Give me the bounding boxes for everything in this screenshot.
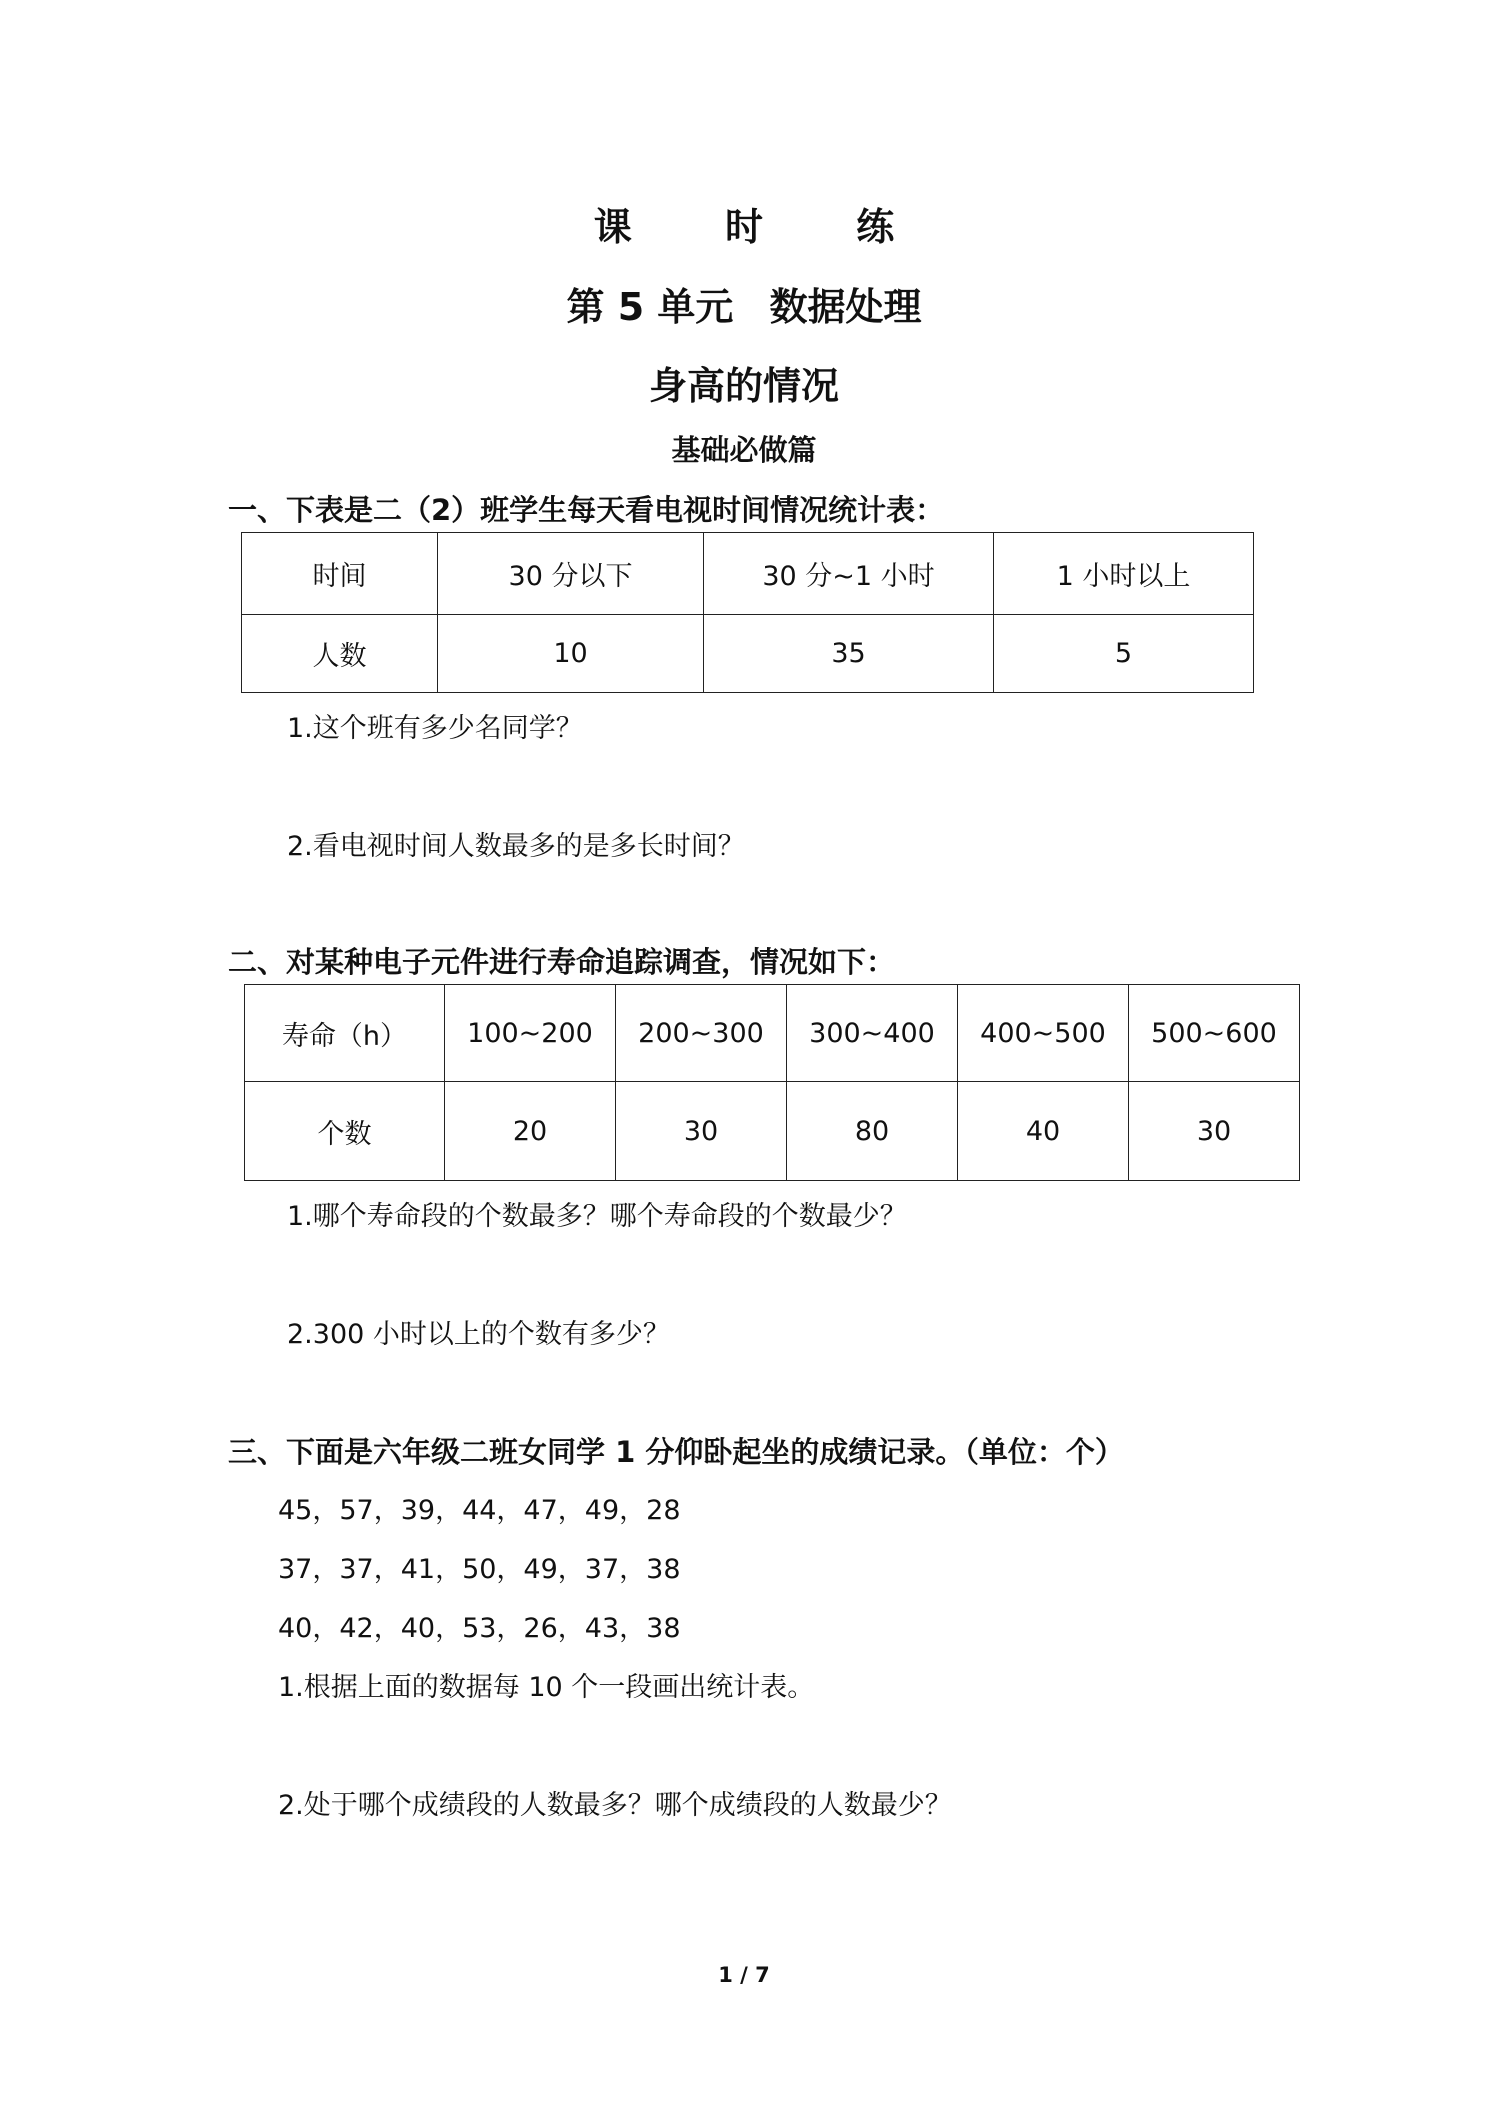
table-cell: 40 — [958, 1082, 1129, 1181]
section1-question-1: 1.这个班有多少名同学？ — [287, 713, 583, 744]
table-cell: 20 — [445, 1082, 616, 1181]
section3-question-1: 1.根据上面的数据每 10 个一段画出统计表。 — [278, 1672, 815, 1703]
table-cell: 寿命（h） — [245, 985, 445, 1082]
table-row — [242, 615, 1254, 693]
table-cell: 30 — [1129, 1082, 1300, 1181]
data-line: 40，42，40，53，26，43，38 — [278, 1613, 681, 1644]
table-cell: 时间 — [242, 533, 438, 615]
unit-heading — [0, 276, 1488, 331]
table-cell: 30 分~1 小时 — [704, 533, 994, 615]
table-row — [242, 533, 1254, 615]
data-line: 37，37，41，50，49，37，38 — [278, 1554, 681, 1585]
table-cell: 30 分以下 — [438, 533, 704, 615]
table-cell: 30 — [616, 1082, 787, 1181]
table-cell: 200~300 — [616, 985, 787, 1082]
section2-question-2: 2.300 小时以上的个数有多少？ — [287, 1319, 670, 1350]
section3-question-2: 2.处于哪个成绩段的人数最多？哪个成绩段的人数最少？ — [278, 1790, 952, 1821]
table-cell: 400~500 — [958, 985, 1129, 1082]
document-title: 课 时 练 — [593, 205, 935, 249]
unit-name: 数据处理 — [769, 285, 922, 329]
table-cell: 人数 — [242, 615, 438, 693]
section2-table — [244, 984, 1300, 1181]
table-cell: 500~600 — [1129, 985, 1300, 1082]
page-number: 1 / 7 — [718, 1963, 770, 1987]
section1-question-2: 2.看电视时间人数最多的是多长时间？ — [287, 831, 745, 862]
table-cell: 100~200 — [445, 985, 616, 1082]
table-cell: 35 — [704, 615, 994, 693]
unit-number: 第 5 单元 — [566, 285, 734, 329]
section1-table — [241, 532, 1254, 693]
table-cell: 10 — [438, 615, 704, 693]
lesson-title: 身高的情况 — [648, 364, 839, 408]
section2-heading: 二、对某种电子元件进行寿命追踪调查，情况如下： — [228, 945, 896, 979]
table-cell: 300~400 — [787, 985, 958, 1082]
section1-heading: 一、下表是二（2）班学生每天看电视时间情况统计表： — [228, 493, 945, 527]
table-row — [245, 1082, 1300, 1181]
table-cell: 1 小时以上 — [994, 533, 1254, 615]
section2-question-1: 1.哪个寿命段的个数最多？哪个寿命段的个数最少？ — [287, 1201, 907, 1232]
level-title: 基础必做篇 — [671, 433, 817, 467]
table-cell: 个数 — [245, 1082, 445, 1181]
table-row — [245, 985, 1300, 1082]
data-line: 45，57，39，44，47，49，28 — [278, 1495, 681, 1526]
table-cell: 5 — [994, 615, 1254, 693]
table-cell: 80 — [787, 1082, 958, 1181]
section3-heading: 三、下面是六年级二班女同学 1 分仰卧起坐的成绩记录。（单位：个） — [228, 1435, 1124, 1469]
